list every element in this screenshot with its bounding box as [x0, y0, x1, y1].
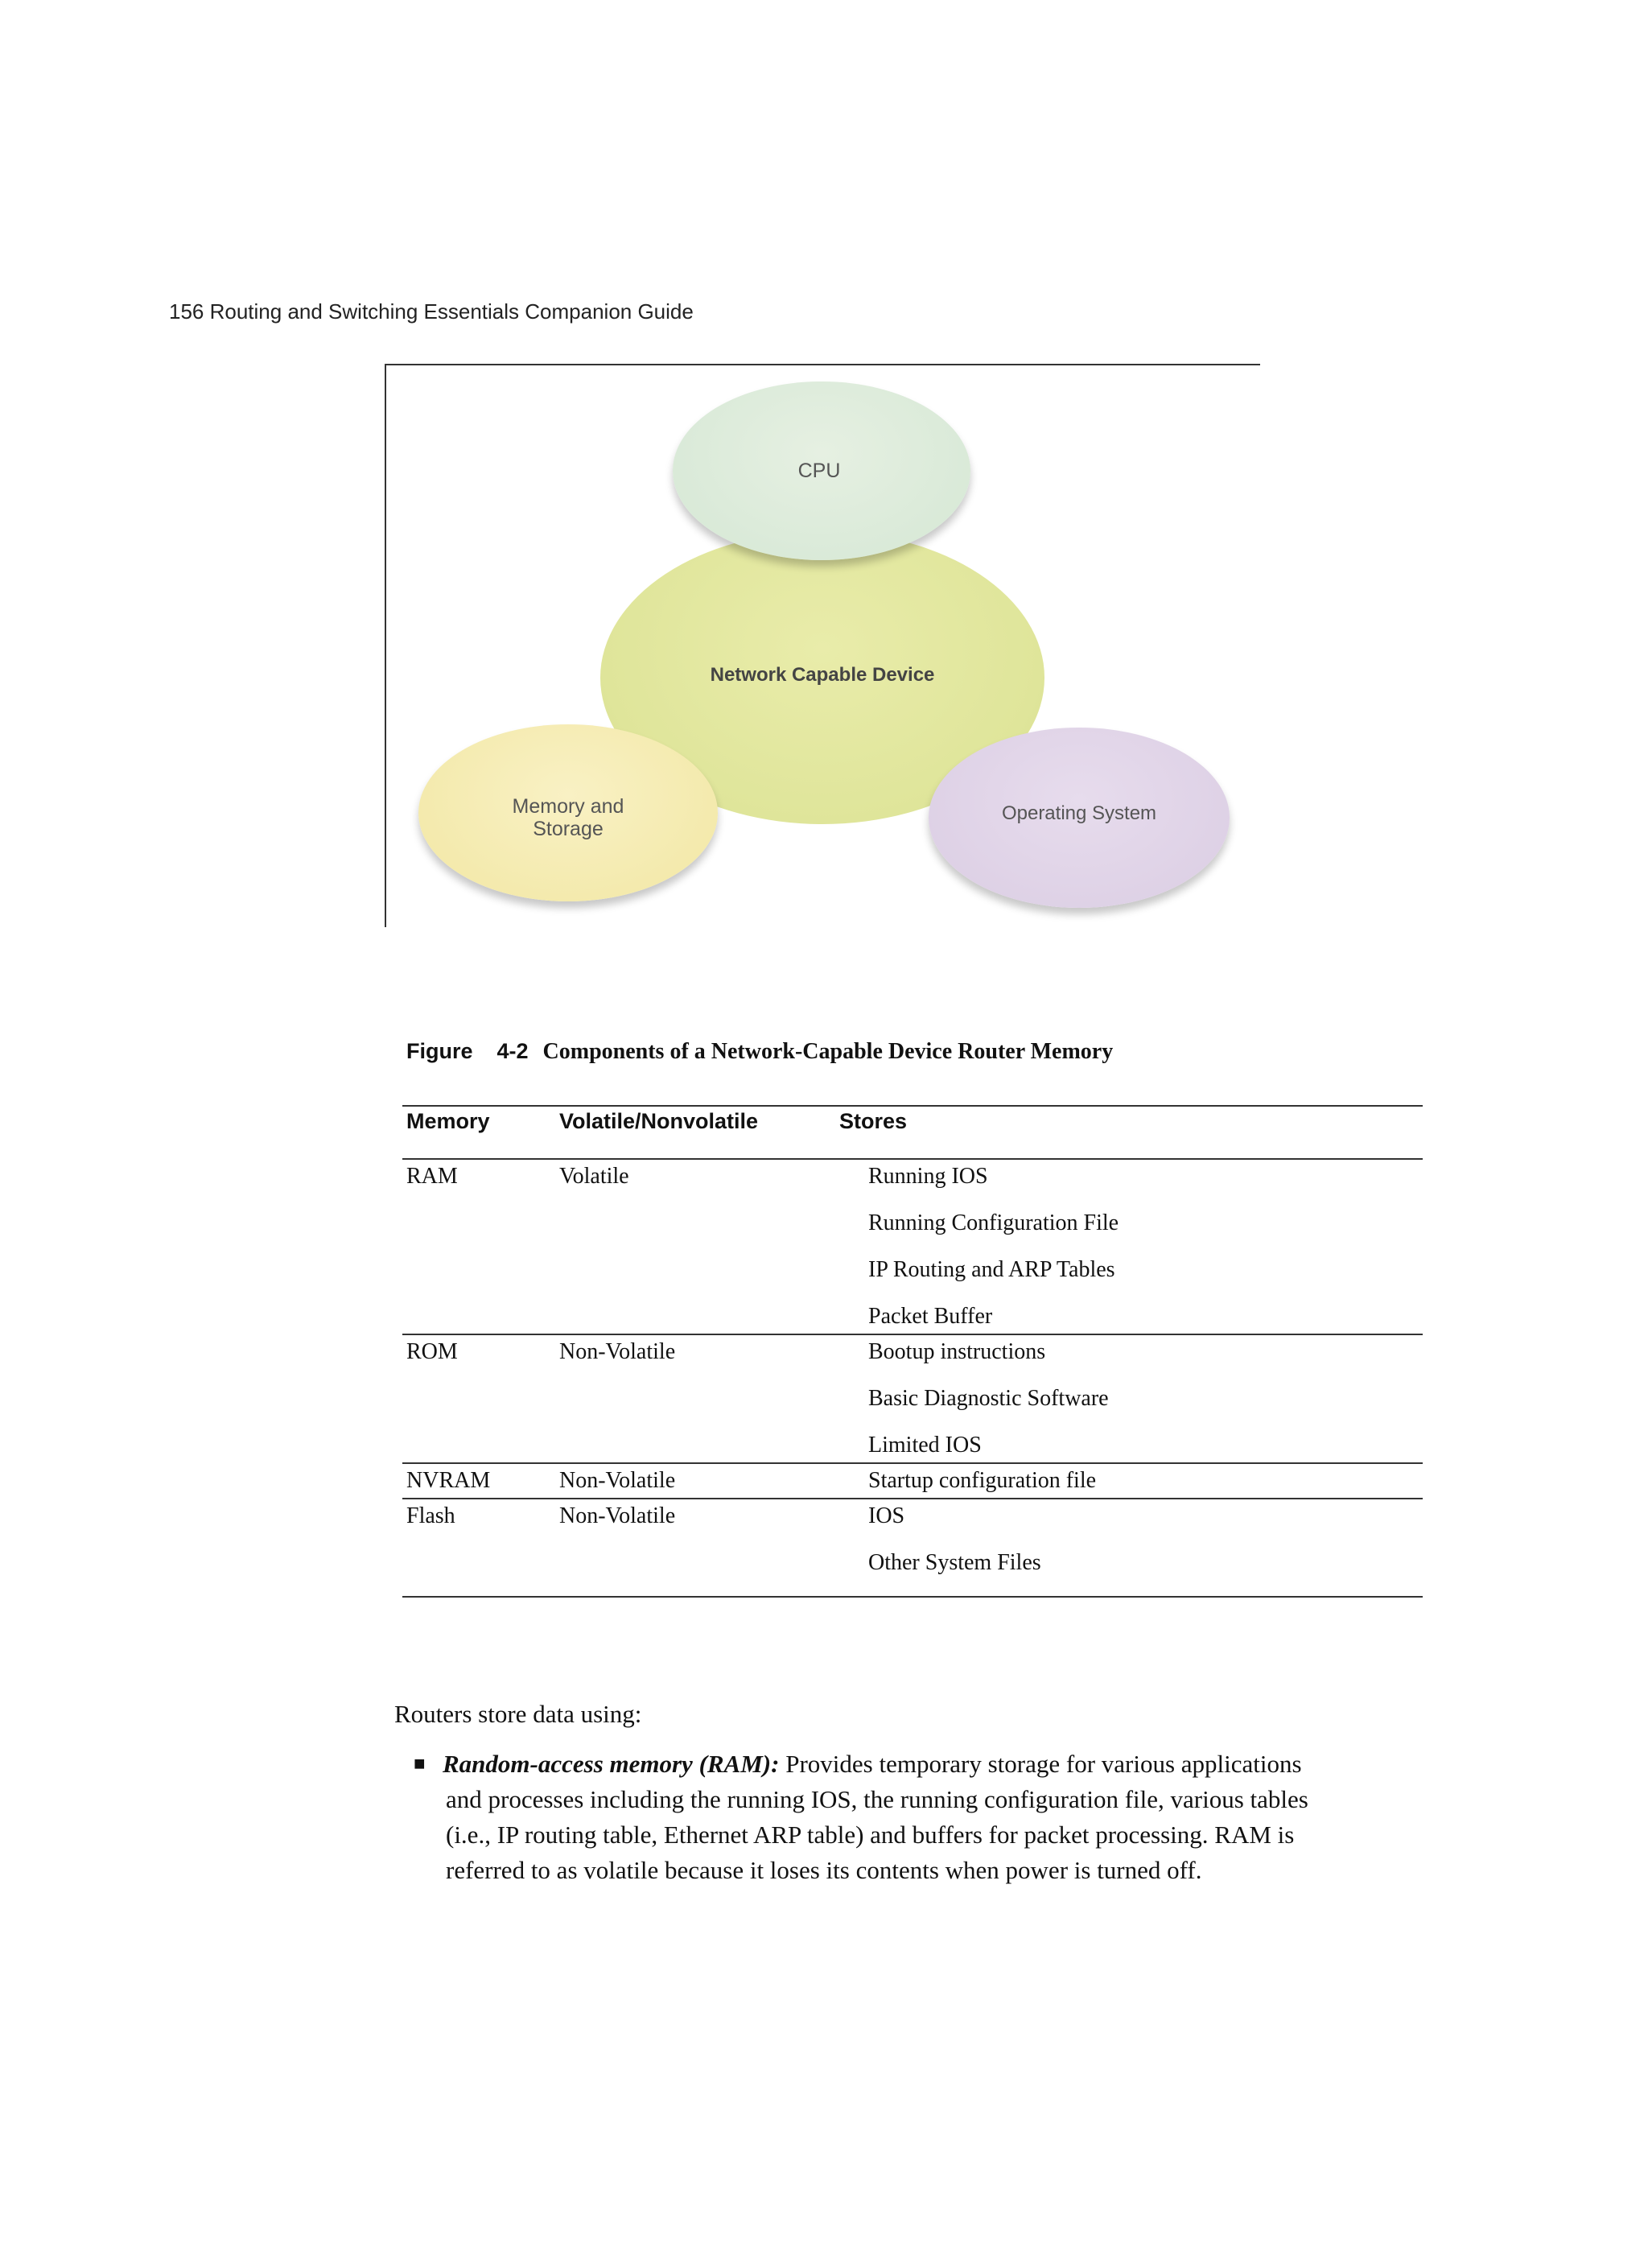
bullet-term: Random-access memory (RAM):: [443, 1750, 780, 1778]
diagram-node-cpu-label: CPU: [797, 459, 841, 482]
store-item: Limited IOS: [868, 1433, 982, 1458]
bullet-item-ram: [414, 1746, 1460, 1888]
store-item: Running IOS: [868, 1164, 988, 1189]
store-item: IP Routing and ARP Tables: [868, 1257, 1115, 1282]
cell-stores: [868, 1165, 1423, 1329]
figure-caption-number: 4-2: [496, 1039, 529, 1063]
bullet-marker: ■: [414, 1754, 426, 1775]
column-header-stores: Stores: [839, 1109, 908, 1133]
cell-memory: Flash: [406, 1503, 455, 1528]
diagram-node-memory: [418, 724, 718, 901]
cell-stores: [868, 1504, 1423, 1575]
bullet-line-3: (i.e., IP routing table, Ethernet ARP table) and buffers for packet processing. RAM is: [446, 1821, 1295, 1849]
diagram-node-os: [929, 728, 1230, 908]
figure-caption: [406, 1039, 1113, 1065]
memory-table: [402, 1105, 1423, 1598]
store-item: Other System Files: [868, 1550, 1041, 1575]
column-header-volatility: Volatile/Nonvolatile: [559, 1109, 759, 1133]
store-item: Basic Diagnostic Software: [868, 1386, 1109, 1411]
diagram-node-memory-label-line2: Storage: [533, 818, 604, 840]
cell-volatility: Volatile: [559, 1164, 629, 1189]
running-header: 156 Routing and Switching Essentials Companion Guide: [169, 299, 694, 324]
bullet-line-1-text: Provides temporary storage for various applications: [779, 1750, 1302, 1778]
bullet-line-2: and processes including the running IOS, the running configuration file, various tables: [446, 1785, 1308, 1813]
column-header-memory: Memory: [406, 1109, 490, 1133]
diagram-node-cpu: [673, 381, 970, 560]
store-item: Startup configuration file: [868, 1468, 1097, 1493]
cell-memory: NVRAM: [406, 1468, 491, 1493]
store-item: IOS: [868, 1503, 905, 1528]
diagram-node-os-label: Operating System: [1001, 802, 1157, 824]
cell-volatility: Non-Volatile: [559, 1503, 676, 1528]
table-row: [402, 1160, 1423, 1335]
table-row: [402, 1499, 1423, 1598]
table-row: [402, 1464, 1423, 1499]
cell-volatility: Non-Volatile: [559, 1468, 676, 1493]
cell-stores: [868, 1340, 1423, 1458]
store-item: Packet Buffer: [868, 1304, 993, 1329]
body-intro: Routers store data using:: [394, 1700, 642, 1728]
bullet-line-4: referred to as volatile because it loses its contents when power is turned off.: [446, 1856, 1202, 1884]
cell-volatility: Non-Volatile: [559, 1339, 676, 1364]
store-item: Running Configuration File: [868, 1210, 1119, 1235]
bullet-line-1: [414, 1746, 1460, 1782]
memory-table-header: [402, 1105, 1423, 1160]
figure-caption-title: Components of a Network-Capable Device Router Memory: [542, 1039, 1114, 1064]
cell-memory: RAM: [406, 1164, 458, 1189]
memory-table-body: [402, 1160, 1423, 1598]
table-row: [402, 1335, 1423, 1464]
diagram-node-center-label: Network Capable Device: [710, 664, 935, 686]
store-item: Bootup instructions: [868, 1339, 1046, 1364]
diagram-node-memory-label-line1: Memory and: [512, 795, 624, 818]
cell-memory: ROM: [406, 1339, 458, 1364]
cell-stores: [868, 1469, 1423, 1493]
figure-caption-label: Figure: [406, 1039, 473, 1063]
